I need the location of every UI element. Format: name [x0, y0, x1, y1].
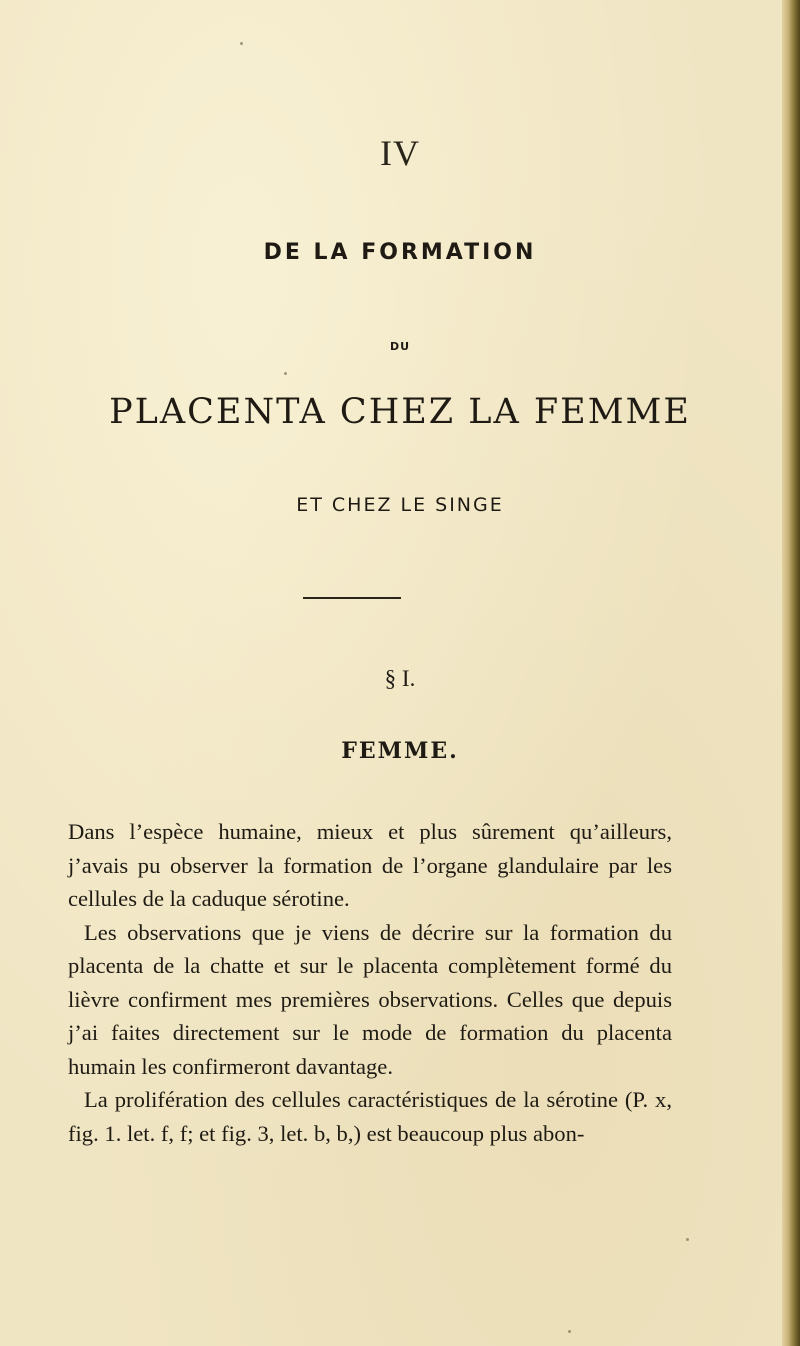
chapter-subtitle: ET CHEZ LE SINGE: [296, 494, 504, 516]
paper-speck: [686, 1238, 689, 1241]
paper-speck: [568, 1330, 571, 1333]
chapter-title-connector: DU: [389, 340, 411, 353]
section-title: FEMME.: [341, 738, 459, 764]
paper-speck: [240, 42, 243, 45]
paragraph-2: Les observations que je viens de décrire sur la formation du placenta de la chatte et sur le placenta complètement formé du lièvre confirment mes premières observations. Celles que depuis j’ai faites directement sur le mode de formation du placenta humain les confirmeront davantage.: [68, 919, 672, 1079]
paper-speck: [284, 372, 287, 375]
paragraph-3: La prolifération des cellules caractéristiques de la sérotine (P. x, fig. 1. let. f, f; et fig. 3, let. b, b,) est beaucoup plus abon-: [68, 1087, 672, 1146]
chapter-number: IV: [380, 133, 420, 173]
chapter-title-main: PLACENTA CHEZ LA FEMME: [109, 392, 691, 432]
chapter-title-line1: DE LA FORMATION: [263, 240, 537, 265]
body-text: [68, 815, 672, 1150]
section-number: § I.: [384, 666, 416, 691]
page-edge-shadow: [782, 0, 800, 1346]
title-divider: [303, 597, 401, 599]
paragraph-1: Dans l’espèce humaine, mieux et plus sûrement qu’ailleurs, j’avais pu observer la formation de l’organe glandulaire par les cellules de la caduque sérotine.: [68, 819, 672, 911]
